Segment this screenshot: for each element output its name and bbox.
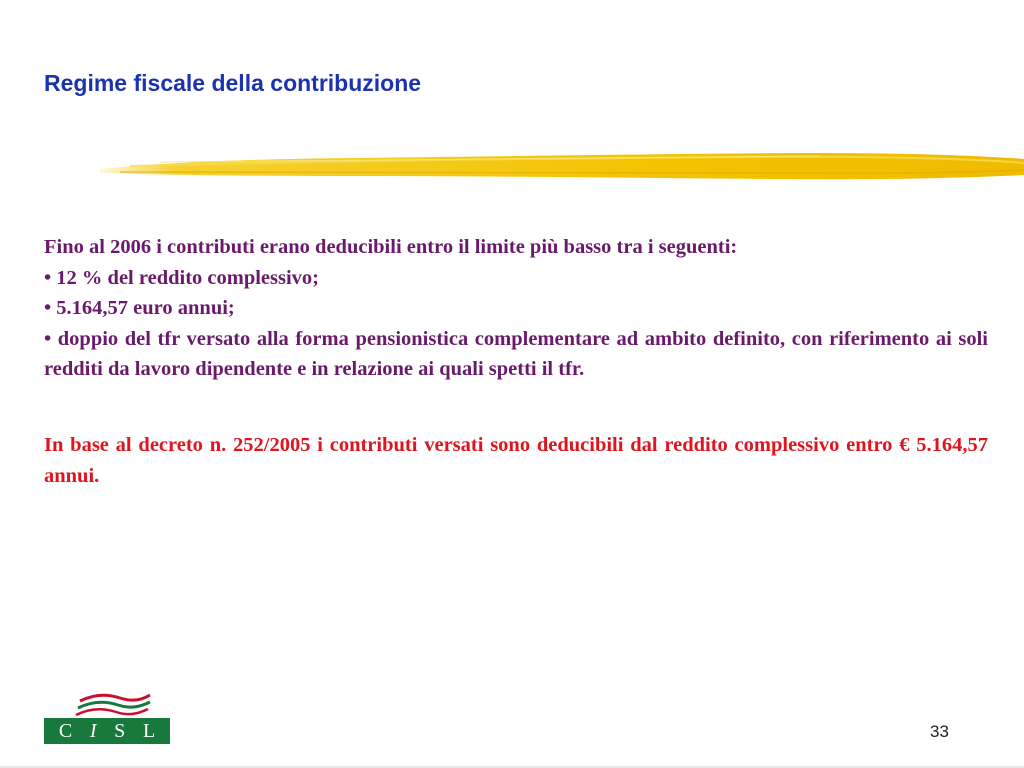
yellow-brush-stroke (100, 145, 1024, 187)
content-block (44, 232, 988, 385)
logo-letter: I (89, 720, 97, 742)
bullet-item: • 5.164,57 euro annui; (44, 297, 235, 319)
page-number: 33 (930, 722, 949, 741)
logo-letter: S (114, 720, 126, 742)
logo-letter: C (58, 720, 73, 742)
decree-note: In base al decreto n. 252/2005 i contributi versati sono deducibili dal reddito complessivo entro € 5.164,57 annui. (44, 434, 988, 487)
intro-text: Fino al 2006 i contributi erano deducibili entro il limite più basso tra i seguenti: (44, 236, 738, 258)
bullet-item: • 12 % del reddito complessivo; (44, 266, 319, 289)
logo-letter: L (142, 720, 156, 742)
cisl-logo (44, 692, 170, 746)
logo-waves-icon (74, 692, 154, 720)
bullet-item: • doppio del tfr versato alla forma pensionistica complementare ad ambito definito, con riferimento ai soli redditi da lavoro dipendente e in relazione ai quali spetti il tfr. (44, 327, 988, 380)
logo-bar (44, 718, 170, 744)
slide-title: Regime fiscale della contribuzione (44, 70, 422, 96)
